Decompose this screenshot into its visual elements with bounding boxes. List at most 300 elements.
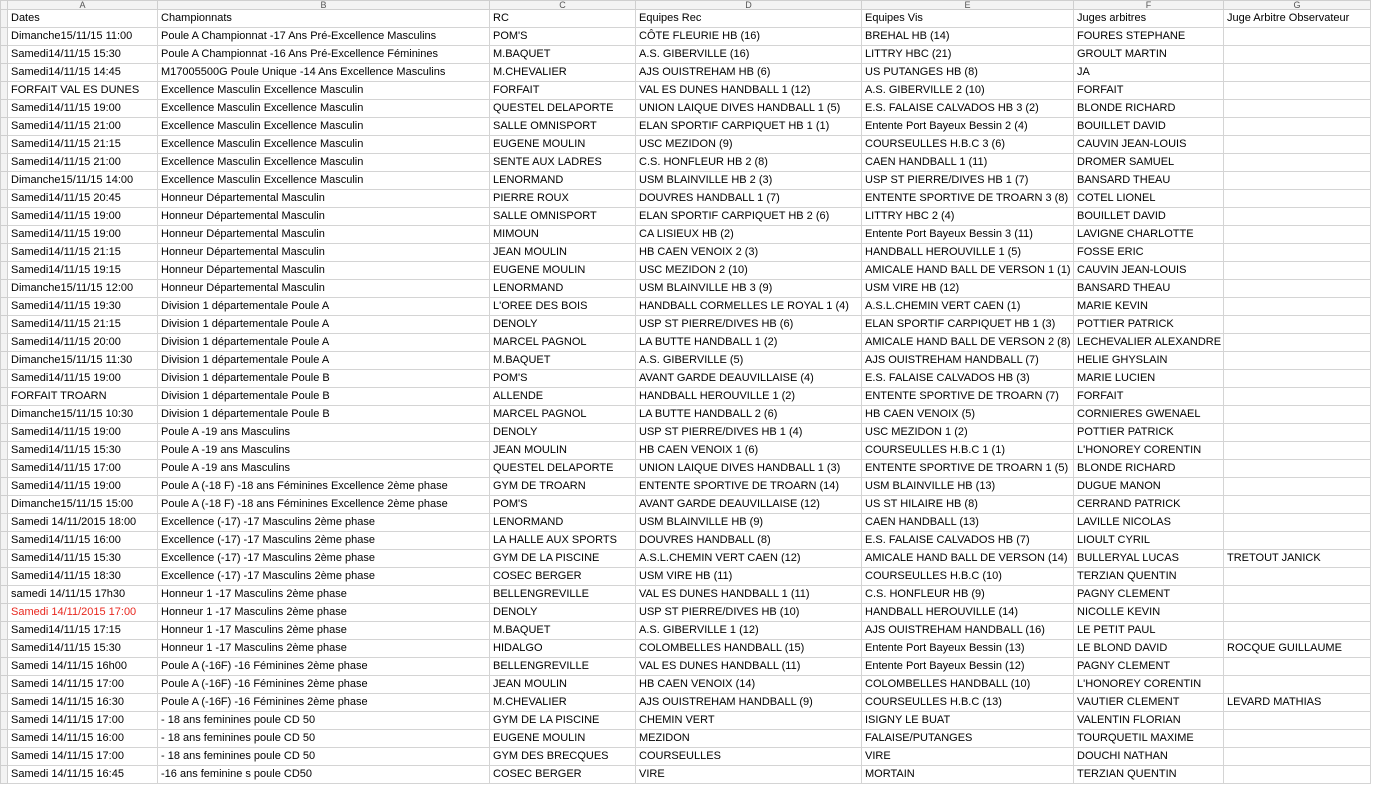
cell-juge-observateur[interactable] xyxy=(1224,712,1371,730)
cell-rc[interactable]: MARCEL PAGNOL xyxy=(490,334,636,352)
cell-championnat[interactable]: Poule A Championnat -16 Ans Pré-Excellence Féminines xyxy=(158,46,490,64)
row-header[interactable] xyxy=(1,406,8,424)
cell-rc[interactable]: SALLE OMNISPORT xyxy=(490,118,636,136)
cell-equipe-vis[interactable]: FALAISE/PUTANGES xyxy=(862,730,1074,748)
cell-juge-arbitre[interactable]: LAVILLE NICOLAS xyxy=(1074,514,1224,532)
cell-juge-arbitre[interactable]: DOUCHI NATHAN xyxy=(1074,748,1224,766)
cell-equipe-vis[interactable]: HB CAEN VENOIX (5) xyxy=(862,406,1074,424)
cell-juge-observateur[interactable] xyxy=(1224,730,1371,748)
cell-championnat[interactable]: M17005500G Poule Unique -14 Ans Excellence Masculins xyxy=(158,64,490,82)
cell-date[interactable]: Samedi14/11/15 21:15 xyxy=(8,244,158,262)
cell-equipe-rec[interactable]: AVANT GARDE DEAUVILLAISE (4) xyxy=(636,370,862,388)
cell-juge-observateur[interactable]: TRETOUT JANICK xyxy=(1224,550,1371,568)
cell-equipe-vis[interactable]: CAEN HANDBALL (13) xyxy=(862,514,1074,532)
cell-rc[interactable]: LENORMAND xyxy=(490,514,636,532)
cell-rc[interactable]: FORFAIT xyxy=(490,82,636,100)
cell-championnat[interactable]: - 18 ans feminines poule CD 50 xyxy=(158,712,490,730)
cell-equipe-rec[interactable]: MEZIDON xyxy=(636,730,862,748)
cell-juge-arbitre[interactable]: CAUVIN JEAN-LOUIS xyxy=(1074,136,1224,154)
row-header[interactable] xyxy=(1,370,8,388)
cell-equipe-rec[interactable]: A.S. GIBERVILLE (16) xyxy=(636,46,862,64)
cell-equipe-rec[interactable]: USP ST PIERRE/DIVES HB (10) xyxy=(636,604,862,622)
row-header[interactable] xyxy=(1,604,8,622)
cell-championnat[interactable]: Excellence Masculin Excellence Masculin xyxy=(158,172,490,190)
column-header-b[interactable]: B xyxy=(158,1,490,10)
cell-equipe-vis[interactable]: COURSEULLES H.B.C 1 (1) xyxy=(862,442,1074,460)
row-header[interactable] xyxy=(1,622,8,640)
column-header-a[interactable]: A xyxy=(8,1,158,10)
cell-juge-observateur[interactable] xyxy=(1224,136,1371,154)
cell-juge-observateur[interactable] xyxy=(1224,406,1371,424)
cell-equipe-rec[interactable]: UNION LAIQUE DIVES HANDBALL 1 (5) xyxy=(636,100,862,118)
cell-championnat[interactable]: -16 ans feminine s poule CD50 xyxy=(158,766,490,784)
cell-equipe-rec[interactable]: CA LISIEUX HB (2) xyxy=(636,226,862,244)
cell-championnat[interactable]: Poule A -19 ans Masculins xyxy=(158,460,490,478)
cell-equipe-rec[interactable]: HANDBALL HEROUVILLE 1 (2) xyxy=(636,388,862,406)
cell-equipe-vis[interactable]: BREHAL HB (14) xyxy=(862,28,1074,46)
cell-championnat[interactable]: Poule A -19 ans Masculins xyxy=(158,442,490,460)
cell-championnat[interactable]: Honneur Départemental Masculin xyxy=(158,280,490,298)
row-header[interactable] xyxy=(1,244,8,262)
cell-equipe-rec[interactable]: COURSEULLES xyxy=(636,748,862,766)
cell-equipe-vis[interactable]: LITTRY HBC (21) xyxy=(862,46,1074,64)
cell-rc[interactable]: SALLE OMNISPORT xyxy=(490,208,636,226)
cell-championnat[interactable]: Poule A (-16F) -16 Féminines 2ème phase xyxy=(158,658,490,676)
cell-date[interactable]: Samedi14/11/15 19:15 xyxy=(8,262,158,280)
cell-championnat[interactable]: Excellence (-17) -17 Masculins 2ème phase xyxy=(158,550,490,568)
cell-championnat[interactable]: Honneur Départemental Masculin xyxy=(158,208,490,226)
row-header[interactable] xyxy=(1,100,8,118)
cell-date[interactable]: Samedi 14/11/15 16:45 xyxy=(8,766,158,784)
cell-championnat[interactable]: Poule A (-16F) -16 Féminines 2ème phase xyxy=(158,676,490,694)
cell-juge-observateur[interactable] xyxy=(1224,370,1371,388)
cell-equipe-vis[interactable]: US PUTANGES HB (8) xyxy=(862,64,1074,82)
row-header[interactable] xyxy=(1,730,8,748)
cell-juge-observateur[interactable] xyxy=(1224,460,1371,478)
cell-rc[interactable]: DENOLY xyxy=(490,424,636,442)
cell-championnat[interactable]: Excellence (-17) -17 Masculins 2ème phase xyxy=(158,568,490,586)
cell-equipe-rec[interactable]: USC MEZIDON (9) xyxy=(636,136,862,154)
cell-equipe-rec[interactable]: HB CAEN VENOIX 1 (6) xyxy=(636,442,862,460)
cell-rc[interactable]: M.CHEVALIER xyxy=(490,694,636,712)
cell-equipe-rec[interactable]: C.S. HONFLEUR HB 2 (8) xyxy=(636,154,862,172)
cell-juge-arbitre[interactable]: TOURQUETIL MAXIME xyxy=(1074,730,1224,748)
cell-rc[interactable]: GYM DE TROARN xyxy=(490,478,636,496)
row-header[interactable] xyxy=(1,154,8,172)
cell-juge-arbitre[interactable]: BLONDE RICHARD xyxy=(1074,100,1224,118)
row-header[interactable] xyxy=(1,280,8,298)
cell-juge-arbitre[interactable]: MARIE LUCIEN xyxy=(1074,370,1224,388)
row-header[interactable] xyxy=(1,532,8,550)
cell-equipe-rec[interactable]: HANDBALL CORMELLES LE ROYAL 1 (4) xyxy=(636,298,862,316)
row-header[interactable] xyxy=(1,298,8,316)
cell-juge-observateur[interactable] xyxy=(1224,226,1371,244)
cell-juge-observateur[interactable] xyxy=(1224,154,1371,172)
cell-rc[interactable]: HIDALGO xyxy=(490,640,636,658)
cell-equipe-vis[interactable]: Entente Port Bayeux Bessin 2 (4) xyxy=(862,118,1074,136)
cell-equipe-vis[interactable]: COURSEULLES H.B.C 3 (6) xyxy=(862,136,1074,154)
cell-rc[interactable]: GYM DES BRECQUES xyxy=(490,748,636,766)
column-header-f[interactable]: F xyxy=(1074,1,1224,10)
cell-rc[interactable]: QUESTEL DELAPORTE xyxy=(490,100,636,118)
cell-rc[interactable]: L'OREE DES BOIS xyxy=(490,298,636,316)
select-all-corner[interactable] xyxy=(1,1,8,10)
cell-equipe-vis[interactable]: AMICALE HAND BALL DE VERSON 1 (1) xyxy=(862,262,1074,280)
cell-juge-arbitre[interactable]: BULLERYAL LUCAS xyxy=(1074,550,1224,568)
cell-equipe-rec[interactable]: HB CAEN VENOIX 2 (3) xyxy=(636,244,862,262)
row-header[interactable] xyxy=(1,316,8,334)
cell-championnat[interactable]: Excellence Masculin Excellence Masculin xyxy=(158,154,490,172)
cell-rc[interactable]: M.BAQUET xyxy=(490,622,636,640)
column-header-g[interactable]: G xyxy=(1224,1,1371,10)
cell-equipe-vis[interactable]: CAEN HANDBALL 1 (11) xyxy=(862,154,1074,172)
row-header[interactable] xyxy=(1,352,8,370)
row-header[interactable] xyxy=(1,586,8,604)
cell-juge-observateur[interactable]: LEVARD MATHIAS xyxy=(1224,694,1371,712)
cell-equipe-vis[interactable]: A.S. GIBERVILLE 2 (10) xyxy=(862,82,1074,100)
cell-date[interactable]: Samedi14/11/15 16:00 xyxy=(8,532,158,550)
cell-equipe-vis[interactable]: E.S. FALAISE CALVADOS HB (3) xyxy=(862,370,1074,388)
row-header[interactable] xyxy=(1,208,8,226)
header-dates[interactable]: Dates xyxy=(8,10,158,28)
cell-juge-observateur[interactable] xyxy=(1224,190,1371,208)
cell-equipe-rec[interactable]: USM BLAINVILLE HB (9) xyxy=(636,514,862,532)
cell-championnat[interactable]: Excellence Masculin Excellence Masculin xyxy=(158,118,490,136)
row-header[interactable] xyxy=(1,172,8,190)
cell-equipe-rec[interactable]: A.S. GIBERVILLE 1 (12) xyxy=(636,622,862,640)
cell-equipe-rec[interactable]: A.S.L.CHEMIN VERT CAEN (12) xyxy=(636,550,862,568)
cell-equipe-vis[interactable]: USP ST PIERRE/DIVES HB 1 (7) xyxy=(862,172,1074,190)
cell-equipe-vis[interactable]: COURSEULLES H.B.C (13) xyxy=(862,694,1074,712)
cell-juge-arbitre[interactable]: COTEL LIONEL xyxy=(1074,190,1224,208)
column-header-d[interactable]: D xyxy=(636,1,862,10)
cell-rc[interactable]: QUESTEL DELAPORTE xyxy=(490,460,636,478)
cell-equipe-vis[interactable]: US ST HILAIRE HB (8) xyxy=(862,496,1074,514)
cell-date[interactable]: Samedi 14/11/15 17:00 xyxy=(8,748,158,766)
cell-equipe-rec[interactable]: DOUVRES HANDBALL (8) xyxy=(636,532,862,550)
cell-juge-arbitre[interactable]: BANSARD THEAU xyxy=(1074,172,1224,190)
cell-juge-observateur[interactable] xyxy=(1224,532,1371,550)
cell-juge-arbitre[interactable]: CORNIERES GWENAEL xyxy=(1074,406,1224,424)
cell-juge-observateur[interactable] xyxy=(1224,262,1371,280)
header-championnats[interactable]: Championnats xyxy=(158,10,490,28)
cell-juge-arbitre[interactable]: GROULT MARTIN xyxy=(1074,46,1224,64)
cell-date[interactable]: Samedi14/11/15 17:00 xyxy=(8,460,158,478)
cell-rc[interactable]: LENORMAND xyxy=(490,172,636,190)
row-header[interactable] xyxy=(1,550,8,568)
cell-equipe-vis[interactable]: ELAN SPORTIF CARPIQUET HB 1 (3) xyxy=(862,316,1074,334)
cell-juge-arbitre[interactable]: POTTIER PATRICK xyxy=(1074,316,1224,334)
cell-juge-observateur[interactable] xyxy=(1224,496,1371,514)
cell-championnat[interactable]: Honneur 1 -17 Masculins 2ème phase xyxy=(158,640,490,658)
row-header[interactable] xyxy=(1,748,8,766)
cell-championnat[interactable]: Division 1 départementale Poule A xyxy=(158,298,490,316)
row-header[interactable] xyxy=(1,460,8,478)
cell-championnat[interactable]: Honneur Départemental Masculin xyxy=(158,244,490,262)
row-header[interactable] xyxy=(1,694,8,712)
row-header[interactable] xyxy=(1,658,8,676)
cell-championnat[interactable]: - 18 ans feminines poule CD 50 xyxy=(158,730,490,748)
column-header-e[interactable]: E xyxy=(862,1,1074,10)
cell-championnat[interactable]: Division 1 départementale Poule A xyxy=(158,352,490,370)
cell-date[interactable]: samedi 14/11/15 17h30 xyxy=(8,586,158,604)
cell-equipe-rec[interactable]: DOUVRES HANDBALL 1 (7) xyxy=(636,190,862,208)
cell-juge-arbitre[interactable]: POTTIER PATRICK xyxy=(1074,424,1224,442)
cell-rc[interactable]: LENORMAND xyxy=(490,280,636,298)
cell-equipe-rec[interactable]: USP ST PIERRE/DIVES HB 1 (4) xyxy=(636,424,862,442)
cell-equipe-vis[interactable]: HANDBALL HEROUVILLE 1 (5) xyxy=(862,244,1074,262)
cell-equipe-vis[interactable]: HANDBALL HEROUVILLE (14) xyxy=(862,604,1074,622)
cell-equipe-rec[interactable]: COLOMBELLES HANDBALL (15) xyxy=(636,640,862,658)
cell-championnat[interactable]: Division 1 départementale Poule B xyxy=(158,406,490,424)
row-header[interactable] xyxy=(1,10,8,28)
cell-juge-observateur[interactable] xyxy=(1224,280,1371,298)
cell-equipe-vis[interactable]: AMICALE HAND BALL DE VERSON 2 (8) xyxy=(862,334,1074,352)
cell-rc[interactable]: DENOLY xyxy=(490,316,636,334)
row-header[interactable] xyxy=(1,478,8,496)
cell-championnat[interactable]: Excellence Masculin Excellence Masculin xyxy=(158,136,490,154)
cell-juge-observateur[interactable] xyxy=(1224,658,1371,676)
cell-rc[interactable]: EUGENE MOULIN xyxy=(490,262,636,280)
cell-juge-observateur[interactable] xyxy=(1224,118,1371,136)
cell-rc[interactable]: BELLENGREVILLE xyxy=(490,658,636,676)
cell-championnat[interactable]: Excellence Masculin Excellence Masculin xyxy=(158,82,490,100)
cell-equipe-vis[interactable]: ENTENTE SPORTIVE DE TROARN (7) xyxy=(862,388,1074,406)
cell-juge-arbitre[interactable]: BLONDE RICHARD xyxy=(1074,460,1224,478)
cell-date[interactable]: Samedi 14/11/15 16:00 xyxy=(8,730,158,748)
cell-championnat[interactable]: Honneur 1 -17 Masculins 2ème phase xyxy=(158,586,490,604)
cell-juge-observateur[interactable] xyxy=(1224,64,1371,82)
cell-equipe-vis[interactable]: ISIGNY LE BUAT xyxy=(862,712,1074,730)
cell-equipe-vis[interactable]: VIRE xyxy=(862,748,1074,766)
cell-juge-observateur[interactable] xyxy=(1224,622,1371,640)
cell-equipe-rec[interactable]: CHEMIN VERT xyxy=(636,712,862,730)
row-header[interactable] xyxy=(1,82,8,100)
cell-juge-arbitre[interactable]: CERRAND PATRICK xyxy=(1074,496,1224,514)
cell-juge-arbitre[interactable]: CAUVIN JEAN-LOUIS xyxy=(1074,262,1224,280)
cell-equipe-vis[interactable]: E.S. FALAISE CALVADOS HB (7) xyxy=(862,532,1074,550)
cell-juge-observateur[interactable] xyxy=(1224,604,1371,622)
cell-date[interactable]: Samedi 14/11/15 17:00 xyxy=(8,712,158,730)
cell-rc[interactable]: M.BAQUET xyxy=(490,46,636,64)
cell-juge-observateur[interactable] xyxy=(1224,478,1371,496)
cell-juge-observateur[interactable]: ROCQUE GUILLAUME xyxy=(1224,640,1371,658)
row-header[interactable] xyxy=(1,64,8,82)
cell-date[interactable]: Dimanche15/11/15 12:00 xyxy=(8,280,158,298)
cell-juge-arbitre[interactable]: L'HONOREY CORENTIN xyxy=(1074,442,1224,460)
cell-juge-arbitre[interactable]: LE PETIT PAUL xyxy=(1074,622,1224,640)
row-header[interactable] xyxy=(1,442,8,460)
cell-championnat[interactable]: Honneur Départemental Masculin xyxy=(158,262,490,280)
cell-date[interactable]: Dimanche15/11/15 11:30 xyxy=(8,352,158,370)
cell-rc[interactable]: EUGENE MOULIN xyxy=(490,730,636,748)
cell-date[interactable]: Samedi14/11/15 14:45 xyxy=(8,64,158,82)
cell-championnat[interactable]: Excellence Masculin Excellence Masculin xyxy=(158,100,490,118)
cell-juge-arbitre[interactable]: JA xyxy=(1074,64,1224,82)
cell-date[interactable]: Samedi14/11/15 19:00 xyxy=(8,370,158,388)
cell-equipe-rec[interactable]: USM BLAINVILLE HB 2 (3) xyxy=(636,172,862,190)
cell-rc[interactable]: M.CHEVALIER xyxy=(490,64,636,82)
header-juge-observateur[interactable]: Juge Arbitre Observateur xyxy=(1224,10,1371,28)
cell-juge-arbitre[interactable]: VAUTIER CLEMENT xyxy=(1074,694,1224,712)
cell-date[interactable]: Samedi14/11/15 20:00 xyxy=(8,334,158,352)
cell-date[interactable]: Samedi14/11/15 19:00 xyxy=(8,208,158,226)
row-header[interactable] xyxy=(1,514,8,532)
cell-date[interactable]: Samedi 14/11/15 16h00 xyxy=(8,658,158,676)
row-header[interactable] xyxy=(1,676,8,694)
cell-date[interactable]: FORFAIT TROARN xyxy=(8,388,158,406)
cell-juge-observateur[interactable] xyxy=(1224,334,1371,352)
cell-juge-arbitre[interactable]: VALENTIN FLORIAN xyxy=(1074,712,1224,730)
cell-championnat[interactable]: Poule A (-16F) -16 Féminines 2ème phase xyxy=(158,694,490,712)
cell-equipe-rec[interactable]: AVANT GARDE DEAUVILLAISE (12) xyxy=(636,496,862,514)
cell-date[interactable]: Samedi14/11/15 15:30 xyxy=(8,46,158,64)
cell-equipe-rec[interactable]: USM VIRE HB (11) xyxy=(636,568,862,586)
cell-championnat[interactable]: Honneur Départemental Masculin xyxy=(158,226,490,244)
cell-equipe-vis[interactable]: Entente Port Bayeux Bessin (12) xyxy=(862,658,1074,676)
cell-equipe-vis[interactable]: COLOMBELLES HANDBALL (10) xyxy=(862,676,1074,694)
cell-juge-arbitre[interactable]: PAGNY CLEMENT xyxy=(1074,658,1224,676)
cell-juge-arbitre[interactable]: FOURES STEPHANE xyxy=(1074,28,1224,46)
cell-rc[interactable]: MIMOUN xyxy=(490,226,636,244)
cell-date[interactable]: Samedi14/11/15 21:00 xyxy=(8,118,158,136)
cell-rc[interactable]: GYM DE LA PISCINE xyxy=(490,550,636,568)
cell-rc[interactable]: COSEC BERGER xyxy=(490,568,636,586)
cell-equipe-vis[interactable]: USM VIRE HB (12) xyxy=(862,280,1074,298)
cell-juge-arbitre[interactable]: TERZIAN QUENTIN xyxy=(1074,568,1224,586)
cell-rc[interactable]: JEAN MOULIN xyxy=(490,676,636,694)
cell-date[interactable]: FORFAIT VAL ES DUNES xyxy=(8,82,158,100)
cell-date[interactable]: Samedi14/11/15 17:15 xyxy=(8,622,158,640)
cell-equipe-vis[interactable]: C.S. HONFLEUR HB (9) xyxy=(862,586,1074,604)
cell-equipe-rec[interactable]: LA BUTTE HANDBALL 1 (2) xyxy=(636,334,862,352)
row-header[interactable] xyxy=(1,136,8,154)
cell-equipe-vis[interactable]: Entente Port Bayeux Bessin (13) xyxy=(862,640,1074,658)
cell-date[interactable]: Samedi14/11/15 21:15 xyxy=(8,316,158,334)
cell-juge-arbitre[interactable]: FORFAIT xyxy=(1074,82,1224,100)
cell-equipe-vis[interactable]: Entente Port Bayeux Bessin 3 (11) xyxy=(862,226,1074,244)
cell-date[interactable]: Samedi 14/11/15 17:00 xyxy=(8,676,158,694)
cell-rc[interactable]: POM'S xyxy=(490,496,636,514)
row-header[interactable] xyxy=(1,640,8,658)
cell-juge-observateur[interactable] xyxy=(1224,100,1371,118)
cell-date[interactable]: Samedi14/11/15 15:30 xyxy=(8,550,158,568)
cell-equipe-rec[interactable]: AJS OUISTREHAM HANDBALL (9) xyxy=(636,694,862,712)
header-rc[interactable]: RC xyxy=(490,10,636,28)
cell-date[interactable]: Samedi14/11/15 19:00 xyxy=(8,100,158,118)
cell-equipe-vis[interactable]: USM BLAINVILLE HB (13) xyxy=(862,478,1074,496)
cell-date[interactable]: Samedi14/11/15 19:00 xyxy=(8,226,158,244)
cell-juge-arbitre[interactable]: DUGUE MANON xyxy=(1074,478,1224,496)
cell-juge-arbitre[interactable]: FOSSE ERIC xyxy=(1074,244,1224,262)
cell-date[interactable]: Samedi 14/11/15 16:30 xyxy=(8,694,158,712)
cell-juge-arbitre[interactable]: LECHEVALIER ALEXANDRE xyxy=(1074,334,1224,352)
cell-equipe-rec[interactable]: AJS OUISTREHAM HB (6) xyxy=(636,64,862,82)
cell-juge-observateur[interactable] xyxy=(1224,766,1371,784)
cell-championnat[interactable]: Honneur Départemental Masculin xyxy=(158,190,490,208)
cell-date[interactable]: Samedi14/11/15 19:00 xyxy=(8,424,158,442)
cell-rc[interactable]: DENOLY xyxy=(490,604,636,622)
cell-rc[interactable]: MARCEL PAGNOL xyxy=(490,406,636,424)
cell-equipe-rec[interactable]: LA BUTTE HANDBALL 2 (6) xyxy=(636,406,862,424)
cell-equipe-rec[interactable]: ELAN SPORTIF CARPIQUET HB 1 (1) xyxy=(636,118,862,136)
cell-rc[interactable]: LA HALLE AUX SPORTS xyxy=(490,532,636,550)
cell-date[interactable]: Samedi14/11/15 19:30 xyxy=(8,298,158,316)
cell-juge-observateur[interactable] xyxy=(1224,442,1371,460)
cell-juge-observateur[interactable] xyxy=(1224,676,1371,694)
cell-championnat[interactable]: Excellence (-17) -17 Masculins 2ème phase xyxy=(158,532,490,550)
cell-date[interactable]: Samedi14/11/15 21:00 xyxy=(8,154,158,172)
cell-juge-arbitre[interactable]: FORFAIT xyxy=(1074,388,1224,406)
cell-juge-arbitre[interactable]: PAGNY CLEMENT xyxy=(1074,586,1224,604)
row-header[interactable] xyxy=(1,388,8,406)
row-header[interactable] xyxy=(1,28,8,46)
cell-equipe-vis[interactable]: USC MEZIDON 1 (2) xyxy=(862,424,1074,442)
cell-juge-arbitre[interactable]: TERZIAN QUENTIN xyxy=(1074,766,1224,784)
cell-championnat[interactable]: Division 1 départementale Poule B xyxy=(158,370,490,388)
cell-juge-observateur[interactable] xyxy=(1224,388,1371,406)
cell-juge-arbitre[interactable]: BOUILLET DAVID xyxy=(1074,208,1224,226)
cell-juge-observateur[interactable] xyxy=(1224,244,1371,262)
cell-equipe-vis[interactable]: LITTRY HBC 2 (4) xyxy=(862,208,1074,226)
cell-equipe-vis[interactable]: COURSEULLES H.B.C (10) xyxy=(862,568,1074,586)
cell-juge-observateur[interactable] xyxy=(1224,46,1371,64)
cell-rc[interactable]: JEAN MOULIN xyxy=(490,442,636,460)
cell-date[interactable]: Dimanche15/11/15 14:00 xyxy=(8,172,158,190)
cell-championnat[interactable]: Poule A (-18 F) -18 ans Féminines Excellence 2ème phase xyxy=(158,478,490,496)
cell-equipe-vis[interactable]: AJS OUISTREHAM HANDBALL (16) xyxy=(862,622,1074,640)
cell-date[interactable]: Dimanche15/11/15 10:30 xyxy=(8,406,158,424)
row-header[interactable] xyxy=(1,568,8,586)
cell-rc[interactable]: PIERRE ROUX xyxy=(490,190,636,208)
cell-juge-arbitre[interactable]: NICOLLE KEVIN xyxy=(1074,604,1224,622)
cell-equipe-rec[interactable]: HB CAEN VENOIX (14) xyxy=(636,676,862,694)
cell-championnat[interactable]: Division 1 départementale Poule A xyxy=(158,334,490,352)
header-equipes-rec[interactable]: Equipes Rec xyxy=(636,10,862,28)
cell-juge-observateur[interactable] xyxy=(1224,748,1371,766)
cell-date[interactable]: Samedi14/11/15 15:30 xyxy=(8,640,158,658)
cell-equipe-rec[interactable]: VAL ES DUNES HANDBALL 1 (12) xyxy=(636,82,862,100)
cell-equipe-vis[interactable]: MORTAIN xyxy=(862,766,1074,784)
cell-championnat[interactable]: Division 1 départementale Poule A xyxy=(158,316,490,334)
cell-championnat[interactable]: Poule A (-18 F) -18 ans Féminines Excellence 2ème phase xyxy=(158,496,490,514)
cell-date[interactable]: Dimanche15/11/15 11:00 xyxy=(8,28,158,46)
cell-juge-arbitre[interactable]: L'HONOREY CORENTIN xyxy=(1074,676,1224,694)
cell-equipe-rec[interactable]: VIRE xyxy=(636,766,862,784)
cell-equipe-vis[interactable]: ENTENTE SPORTIVE DE TROARN 3 (8) xyxy=(862,190,1074,208)
cell-championnat[interactable]: Honneur 1 -17 Masculins 2ème phase xyxy=(158,604,490,622)
cell-date[interactable]: Samedi14/11/15 15:30 xyxy=(8,442,158,460)
cell-rc[interactable]: GYM DE LA PISCINE xyxy=(490,712,636,730)
row-header[interactable] xyxy=(1,496,8,514)
header-equipes-vis[interactable]: Equipes Vis xyxy=(862,10,1074,28)
cell-rc[interactable]: POM'S xyxy=(490,370,636,388)
cell-juge-arbitre[interactable]: LIOULT CYRIL xyxy=(1074,532,1224,550)
cell-date[interactable]: Samedi 14/11/2015 17:00 xyxy=(8,604,158,622)
row-header[interactable] xyxy=(1,424,8,442)
cell-date[interactable]: Samedi14/11/15 19:00 xyxy=(8,478,158,496)
row-header[interactable] xyxy=(1,226,8,244)
cell-juge-arbitre[interactable]: HELIE GHYSLAIN xyxy=(1074,352,1224,370)
cell-date[interactable]: Samedi14/11/15 18:30 xyxy=(8,568,158,586)
cell-equipe-vis[interactable]: ENTENTE SPORTIVE DE TROARN 1 (5) xyxy=(862,460,1074,478)
row-header[interactable] xyxy=(1,262,8,280)
cell-juge-observateur[interactable] xyxy=(1224,298,1371,316)
cell-equipe-vis[interactable]: E.S. FALAISE CALVADOS HB 3 (2) xyxy=(862,100,1074,118)
cell-date[interactable]: Samedi 14/11/2015 18:00 xyxy=(8,514,158,532)
cell-juge-observateur[interactable] xyxy=(1224,352,1371,370)
cell-equipe-rec[interactable]: USC MEZIDON 2 (10) xyxy=(636,262,862,280)
